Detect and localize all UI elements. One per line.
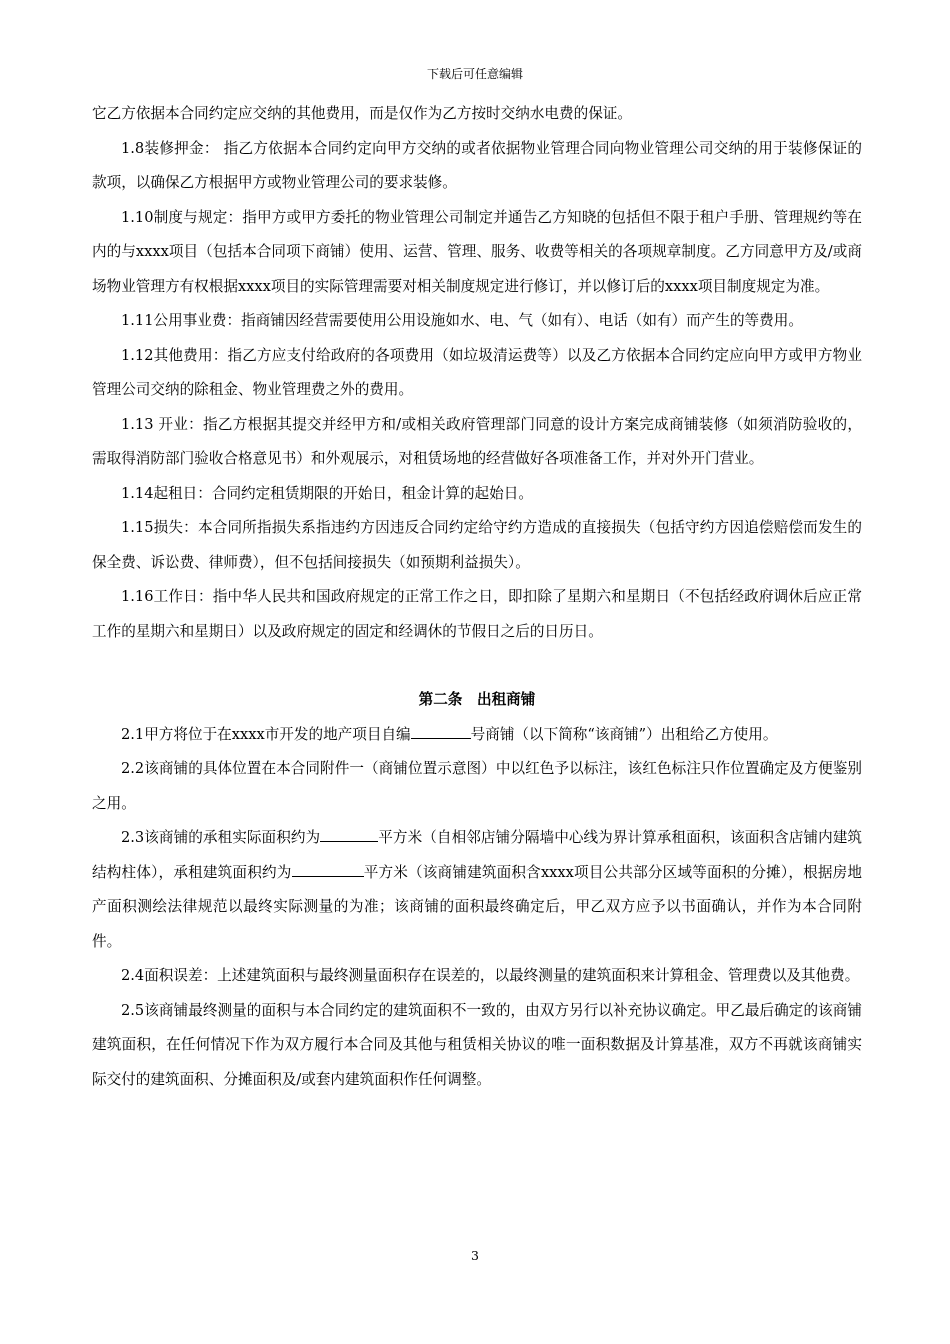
clause-1-13: 1.13 开业：指乙方根据其提交并经甲方和/或相关政府管理部门同意的设计方案完成商铺装修（如须消防验收的，需取得消防部门验收合格意见书）和外观展示，对租赁场地的经营做好各项准备工作，并对外开门营业。	[92, 415, 862, 467]
section-heading: 第二条 出租商铺	[418, 691, 536, 708]
clause-2-3	[92, 821, 862, 959]
clause-1-15: 1.15损失：本合同所指损失系指违约方因违反合同约定给守约方造成的直接损失（包括守约方因追偿赔偿而发生的保全费、诉讼费、律师费），但不包括间接损失（如预期利益损失）。	[92, 519, 862, 571]
clause-1-12: 1.12其他费用：指乙方应支付给政府的各项费用（如垃圾清运费等）以及乙方依据本合同约定应向甲方或甲方物业管理公司交纳的除租金、物业管理费之外的费用。	[92, 346, 862, 398]
clause-1-16: 1.16工作日：指中华人民共和国政府规定的正常工作之日，即扣除了星期六和星期日（不包括经政府调休后应正常工作的星期六和星期日）以及政府规定的固定和经调休的节假日之后的日历日。	[92, 588, 862, 640]
clause-1-14: 1.14起租日：合同约定租赁期限的开始日，租金计算的起始日。	[121, 484, 533, 502]
clause-1-10: 1.10制度与规定：指甲方或甲方委托的物业管理公司制定并通告乙方知晓的包括但不限于租户手册、管理规约等在内的与xxxx项目（包括本合同项下商铺）使用、运营、管理、服务、收费等相关的各项规章制度。乙方同意甲方及/或商场物业管理方有权根据xxxx项目的实际管理需要对相关制度规定进行修订，并以修订后的xxxx项目制度规定为准。	[92, 208, 862, 295]
clause-2-1-text-b: 号商铺（以下简称“该商铺”）出租给乙方使用。	[470, 725, 778, 743]
clause-2-5: 2.5该商铺最终测量的面积与本合同约定的建筑面积不一致的，由双方另行以补充协议确定。甲乙最后确定的该商铺建筑面积，在任何情况下作为双方履行本合同及其他与租赁相关协议的唯一面积数据及计算基准，双方不再就该商铺实际交付的建筑面积、分摊面积及/或套内建筑面积作任何调整。	[92, 1001, 862, 1088]
clause-1-11: 1.11公用事业费：指商铺因经营需要使用公用设施如水、电、气（如有）、电话（如有）而产生的等费用。	[121, 312, 803, 329]
blank-fill-line	[292, 861, 364, 877]
clause-2-3-text-a: 2.3该商铺的承租实际面积约为	[121, 829, 321, 846]
clause-1-8: 1.8装修押金： 指乙方依据本合同约定向甲方交纳的或者依据物业管理合同向物业管理公司交纳的用于装修保证的款项，以确保乙方根据甲方或物业管理公司的要求装修。	[92, 139, 862, 191]
clause-2-4: 2.4面积误差：上述建筑面积与最终测量面积存在误差的，以最终测量的建筑面积来计算租金、管理费以及其他费。	[121, 967, 860, 984]
page-header: 下载后可任意编辑	[426, 67, 523, 81]
clause-2-1-text-a: 2.1甲方将位于在xxxx市开发的地产项目自编	[121, 725, 411, 743]
blank-fill-line	[411, 723, 471, 739]
clause-2-3-text-c: 平方米（该商铺建筑面积含xxxx项目公共部分区域等面积的分摊），根据房地产面积测绘法律规范以最终实际测量的为准；该商铺的面积最终确定后，甲乙双方应予以书面确认，并作为本合同附件。	[92, 863, 863, 950]
clause-2-3-text-b: 平方米（自相邻店铺分隔墙中心线为界计算承租面积，该面积含店铺内建筑结构柱体），承租建筑面积约为	[92, 829, 862, 881]
blank-fill-line	[320, 826, 378, 842]
clause-2-1	[92, 718, 862, 753]
clause-2-2: 2.2该商铺的具体位置在本合同附件一（商铺位置示意图）中以红色予以标注，该红色标注只作位置确定及方便鉴别之用。	[92, 760, 862, 812]
document-body	[92, 97, 862, 1097]
paragraph-continuation: 它乙方依据本合同约定应交纳的其他费用，而是仅作为乙方按时交纳水电费的保证。	[92, 105, 632, 122]
page-number: 3	[471, 1248, 479, 1263]
